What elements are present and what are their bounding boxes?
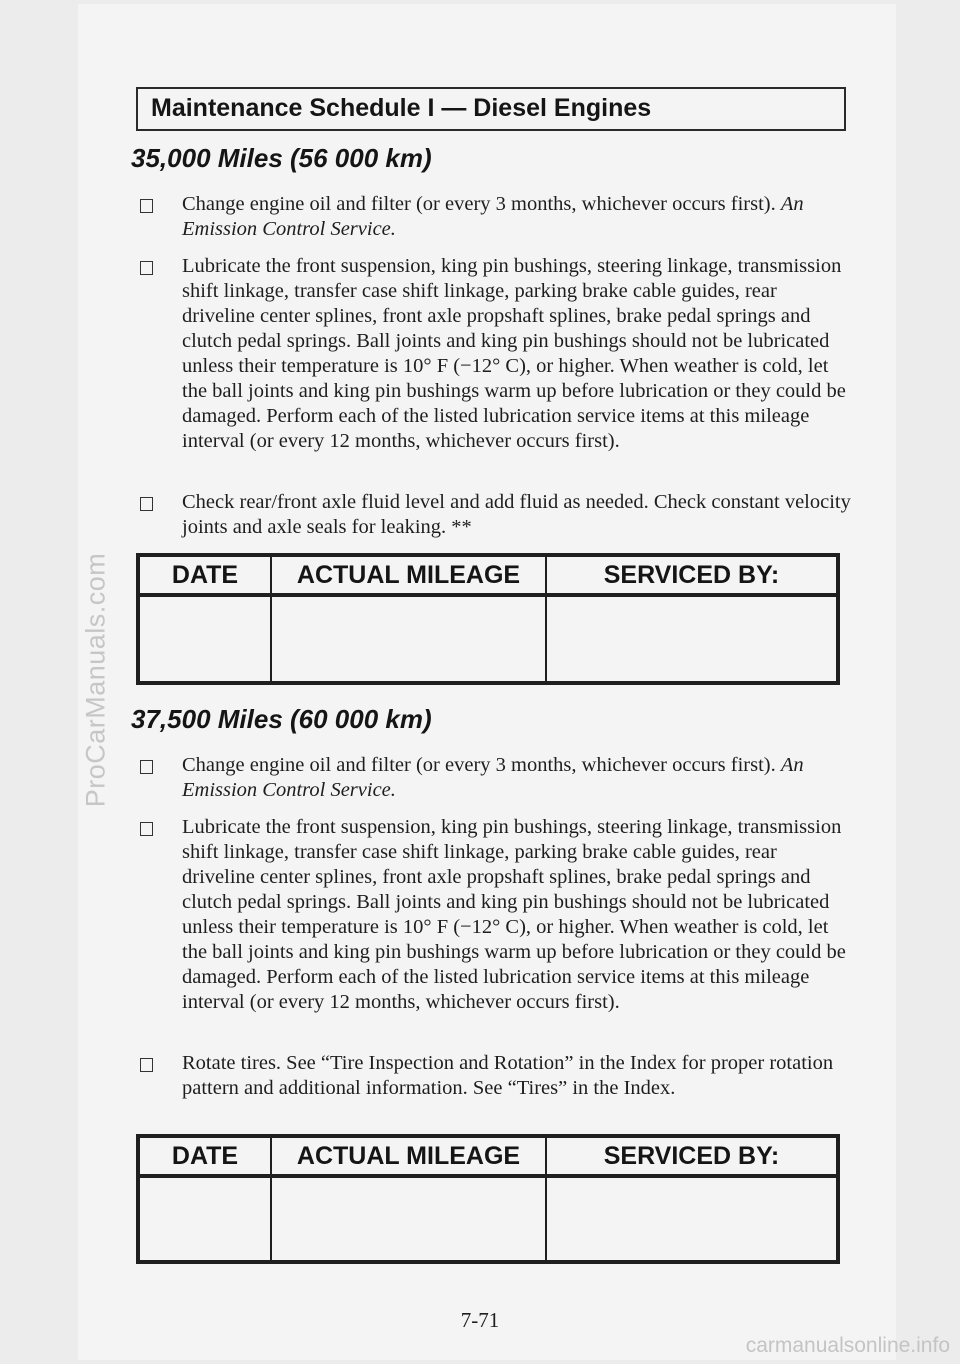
- item-text: Lubricate the front suspension, king pin bushings, steering linkage, transmission shift linkage, transfer case shift linkage, parking brake cable guides, rear driveline center splines, front axle propshaft splines, brake pedal springs and clutch pedal springs. Ball joints and king pin bushings should not be lubricated unless their temperature is 10° F (−12° C), or higher. When weather is cold, let the ball joints and king pin bushings warm up before lubrication or they could be damaged. Perform each of the listed lubrication service items at this mileage interval (or every 12 months, whichever occurs first).: [182, 255, 846, 452]
- list-item: [140, 192, 852, 242]
- checkbox-icon[interactable]: [140, 822, 153, 836]
- serviced-by-cell[interactable]: [546, 1176, 838, 1262]
- col-serviced-by: SERVICED BY:: [546, 1136, 838, 1176]
- page-number: 7-71: [460, 1308, 500, 1332]
- col-serviced-by: SERVICED BY:: [546, 555, 838, 595]
- checkbox-icon[interactable]: [140, 1058, 153, 1072]
- col-date: DATE: [138, 1136, 271, 1176]
- item-text: Lubricate the front suspension, king pin bushings, steering linkage, transmission shift linkage, transfer case shift linkage, parking brake cable guides, rear driveline center splines, front axle propshaft splines, brake pedal springs and clutch pedal springs. Ball joints and king pin bushings should not be lubricated unless their temperature is 10° F (−12° C), or higher. When weather is cold, let the ball joints and king pin bushings warm up before lubrication or they could be damaged. Perform each of the listed lubrication service items at this mileage interval (or every 12 months, whichever occurs first).: [182, 816, 846, 1013]
- checkbox-icon[interactable]: [140, 261, 153, 275]
- checkbox-icon[interactable]: [140, 760, 153, 774]
- date-cell[interactable]: [138, 595, 271, 683]
- emission-note: An Emission Control Service.: [182, 193, 804, 240]
- col-actual-mileage: ACTUAL MILEAGE: [271, 555, 546, 595]
- side-watermark: ProCarManuals.com: [80, 552, 111, 808]
- schedule-title: Maintenance Schedule I — Diesel Engines: [151, 94, 652, 122]
- item-text: Change engine oil and filter (or every 3 months, whichever occurs first).: [182, 754, 781, 776]
- mileage-cell[interactable]: [271, 1176, 546, 1262]
- item-text: Change engine oil and filter (or every 3 months, whichever occurs first).: [182, 193, 781, 215]
- list-item: [140, 254, 852, 454]
- emission-note: An Emission Control Service.: [182, 754, 804, 801]
- list-item: [140, 1051, 852, 1101]
- checkbox-icon[interactable]: [140, 199, 153, 213]
- section-title-37500: 37,500 Miles (60 000 km): [131, 704, 432, 734]
- col-actual-mileage: ACTUAL MILEAGE: [271, 1136, 546, 1176]
- date-cell[interactable]: [138, 1176, 271, 1262]
- serviced-by-cell[interactable]: [546, 595, 838, 683]
- list-item: [140, 753, 852, 803]
- checkbox-icon[interactable]: [140, 497, 153, 511]
- col-date: DATE: [138, 555, 271, 595]
- list-item: [140, 815, 852, 1015]
- mileage-cell[interactable]: [271, 595, 546, 683]
- item-text: Check rear/front axle fluid level and add fluid as needed. Check constant velocity joints and axle seals for leaking. **: [182, 491, 851, 538]
- service-record-table: [136, 1134, 840, 1264]
- bottom-watermark: carmanualsonline.info: [745, 1334, 950, 1357]
- list-item: [140, 490, 852, 540]
- service-record-table: [136, 553, 840, 685]
- schedule-header: [136, 87, 846, 131]
- section-title-35000: 35,000 Miles (56 000 km): [131, 143, 432, 173]
- item-text: Rotate tires. See “Tire Inspection and Rotation” in the Index for proper rotation pattern and additional information. See “Tires” in the Index.: [182, 1052, 834, 1099]
